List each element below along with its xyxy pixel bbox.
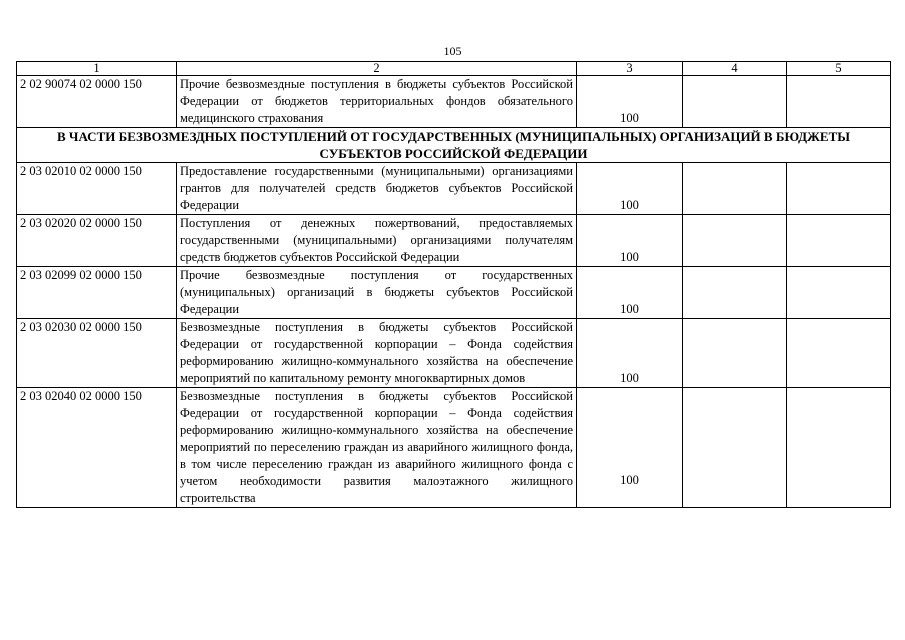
table-row — [17, 319, 891, 388]
revenue-description: Предоставление государственными (муниципальными) организациями грантов для получателей средств бюджетов субъектов Российской Федерации — [177, 163, 577, 215]
revenue-code: 2 03 02010 02 0000 150 — [17, 163, 177, 215]
revenue-description: Прочие безвозмездные поступления от государственных (муниципальных) организаций в бюджеты субъектов Российской Федерации — [177, 267, 577, 319]
norm-column-3: 100 — [577, 215, 683, 267]
norm-column-4 — [683, 267, 787, 319]
norm-column-4 — [683, 76, 787, 128]
page-number: 105 — [443, 44, 462, 58]
revenue-description: Безвозмездные поступления в бюджеты субъектов Российской Федерации от государственной корпорации – Фонда содействия реформированию жилищно-коммунального хозяйства на обеспечение мероприятий по переселению граждан из аварийного жилищного фонда, в том числе переселению граждан из аварийного жилищного фонда с учетом необходимости развития малоэтажного жилищного строительства — [177, 388, 577, 508]
revenue-code: 2 02 90074 02 0000 150 — [17, 76, 177, 128]
table-row — [17, 215, 891, 267]
norm-column-4 — [683, 215, 787, 267]
revenue-code: 2 03 02040 02 0000 150 — [17, 388, 177, 508]
section-heading: В ЧАСТИ БЕЗВОЗМЕЗДНЫХ ПОСТУПЛЕНИЙ ОТ ГОСУДАРСТВЕННЫХ (МУНИЦИПАЛЬНЫХ) ОРГАНИЗАЦИЙ В БЮДЖЕТЫ СУБЪЕКТОВ РОССИЙСКОЙ ФЕДЕРАЦИИ — [17, 128, 891, 163]
revenue-code: 2 03 02030 02 0000 150 — [17, 319, 177, 388]
column-number-row — [17, 62, 891, 76]
norm-column-4 — [683, 319, 787, 388]
column-header-3: 3 — [577, 62, 683, 76]
revenue-description: Прочие безвозмездные поступления в бюджеты субъектов Российской Федерации от бюджетов территориальных фондов обязательного медицинского страхования — [177, 76, 577, 128]
table-row — [17, 76, 891, 128]
table-row — [17, 267, 891, 319]
norm-column-5 — [787, 319, 891, 388]
norm-column-4 — [683, 388, 787, 508]
norm-column-5 — [787, 388, 891, 508]
norm-column-3: 100 — [577, 319, 683, 388]
table-row — [17, 163, 891, 215]
norm-column-5 — [787, 76, 891, 128]
norm-column-3: 100 — [577, 163, 683, 215]
norm-column-5 — [787, 267, 891, 319]
budget-table — [16, 61, 891, 508]
revenue-code: 2 03 02099 02 0000 150 — [17, 267, 177, 319]
revenue-description: Поступления от денежных пожертвований, предоставляемых государственными (муниципальными) организациями получателям средств бюджетов субъектов Российской Федерации — [177, 215, 577, 267]
norm-column-4 — [683, 163, 787, 215]
norm-column-3: 100 — [577, 267, 683, 319]
section-heading-row — [17, 128, 891, 163]
norm-column-3: 100 — [577, 76, 683, 128]
table-row — [17, 388, 891, 508]
norm-column-3: 100 — [577, 388, 683, 508]
column-header-4: 4 — [683, 62, 787, 76]
revenue-code: 2 03 02020 02 0000 150 — [17, 215, 177, 267]
column-header-1: 1 — [17, 62, 177, 76]
norm-column-5 — [787, 163, 891, 215]
column-header-2: 2 — [177, 62, 577, 76]
column-header-5: 5 — [787, 62, 891, 76]
revenue-description: Безвозмездные поступления в бюджеты субъектов Российской Федерации от государственной корпорации – Фонда содействия реформированию жилищно-коммунального хозяйства на обеспечение мероприятий по капитальному ремонту многоквартирных домов — [177, 319, 577, 388]
norm-column-5 — [787, 215, 891, 267]
